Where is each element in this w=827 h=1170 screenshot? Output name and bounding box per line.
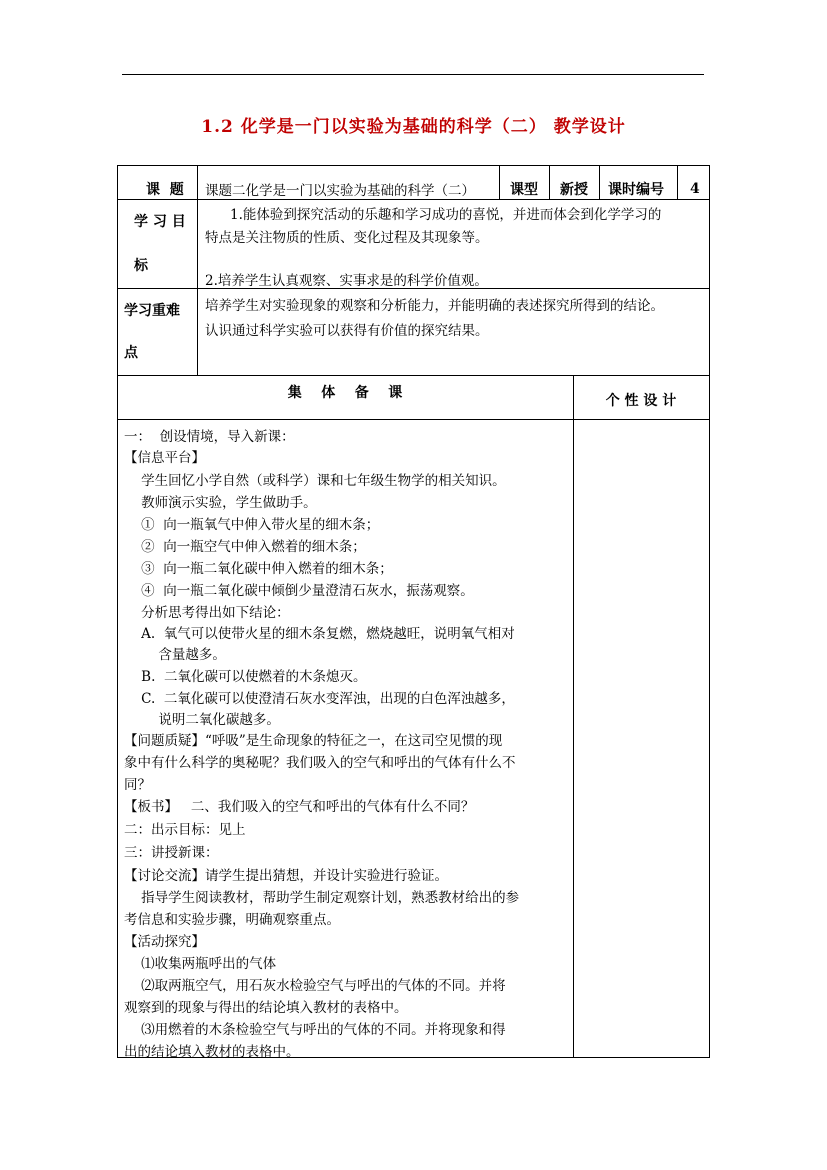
body-line: 含量越多。 bbox=[124, 647, 226, 663]
body-line: A. 氧气可以使带火星的细木条复燃，燃烧越旺，说明氧气相对 bbox=[124, 626, 515, 642]
body-line: 学生回忆小学自然（或科学）课和七年级生物学的相关知识。 bbox=[124, 473, 506, 489]
body-line: 二：出示目标：见上 bbox=[124, 822, 246, 838]
body-line: 【讨论交流】请学生提出猜想，并设计实验进行验证。 bbox=[124, 868, 448, 884]
body-line: ③ 向一瓶二氧化碳中伸入燃着的细木条； bbox=[124, 561, 393, 577]
body-line: ⑴收集两瓶呼出的气体 bbox=[124, 956, 277, 972]
body-line: 同？ bbox=[124, 777, 151, 793]
body-line: 【问题质疑】“呼吸”是生命现象的特征之一，在这司空见惯的现 bbox=[124, 733, 503, 749]
body-line: 教师演示实验，学生做助手。 bbox=[124, 495, 317, 511]
personal-design-header: 个 性 设 计 bbox=[605, 393, 677, 409]
body-line: ⑵取两瓶空气，用石灰水检验空气与呼出的气体的不同。并将 bbox=[124, 978, 506, 994]
goal-line-1: 1.能体验到探究活动的乐趣和学习成功的喜悦，并进而体会到化学学习的 bbox=[230, 207, 662, 223]
body-line: 一： 创设情境，导入新课： bbox=[124, 429, 295, 445]
goals-label bbox=[134, 211, 186, 275]
key-points-label-line1: 学习重难 bbox=[124, 303, 180, 319]
body-line: 【板书】 二、我们吸入的空气和呼出的气体有什么不同？ bbox=[124, 799, 475, 815]
page-title: 1.2 化学是一门以实验为基础的科学（二） 教学设计 bbox=[201, 117, 626, 137]
lesson-type-value: 新授 bbox=[560, 182, 588, 198]
body-line: 三：讲授新课： bbox=[124, 845, 219, 861]
body-line: C. 二氧化碳可以使澄清石灰水变浑浊，出现的白色浑浊越多， bbox=[124, 691, 515, 707]
period-number-value: 4 bbox=[690, 181, 700, 197]
body-line: 象中有什么科学的奥秘呢？我们吸入的空气和呼出的气体有什么不 bbox=[124, 755, 516, 771]
goals-label-line2: 标 bbox=[134, 258, 148, 274]
period-number-label: 课时编号 bbox=[608, 182, 664, 198]
lesson-type-label: 课型 bbox=[510, 182, 538, 198]
key-points-label bbox=[124, 300, 180, 362]
body-line: B. 二氧化碳可以使燃着的木条熄灭。 bbox=[124, 669, 367, 685]
header-rule bbox=[122, 74, 704, 75]
body-line: ① 向一瓶氧气中伸入带火星的细木条； bbox=[124, 517, 380, 533]
body-line: 观察到的现象与得出的结论填入教材的表格中。 bbox=[124, 1000, 408, 1016]
body-line: 指导学生阅读教材，帮助学生制定观察计划，熟悉教材给出的参 bbox=[124, 890, 520, 906]
body-line: 出的结论填入教材的表格中。 bbox=[124, 1044, 300, 1060]
body-line: 说明二氧化碳越多。 bbox=[124, 712, 280, 728]
topic-label: 课 题 bbox=[146, 182, 184, 198]
body-line: 【信息平台】 bbox=[124, 450, 205, 466]
body-line: ④ 向一瓶二氧化碳中倾倒少量澄清石灰水，振荡观察。 bbox=[124, 583, 474, 599]
body-line: 分析思考得出如下结论： bbox=[124, 605, 290, 621]
topic-value: 课题二化学是一门以实验为基础的科学（二） bbox=[205, 183, 475, 199]
key-points-label-line2: 点 bbox=[124, 345, 138, 361]
goal-line-3: 2.培养学生认真观察、实事求是的科学价值观。 bbox=[205, 273, 488, 289]
body-line: ② 向一瓶空气中伸入燃着的细木条； bbox=[124, 539, 366, 555]
body-line: 【活动探究】 bbox=[124, 934, 205, 950]
body-line: ⑶用燃着的木条检验空气与呼出的气体的不同。并将现象和得 bbox=[124, 1022, 506, 1038]
goals-label-line1: 学 习 目 bbox=[134, 214, 186, 230]
key-point-line-2: 认识通过科学实验可以获得有价值的探究结果。 bbox=[205, 323, 489, 339]
goal-line-2: 特点是关注物质的性质、变化过程及其现象等。 bbox=[205, 230, 489, 246]
body-line: 考信息和实验步骤，明确观察重点。 bbox=[124, 912, 340, 928]
collective-prep-header: 集 体 备 课 bbox=[287, 385, 403, 401]
key-point-line-1: 培养学生对实验现象的观察和分析能力，并能明确的表述探究所得到的结论。 bbox=[205, 298, 664, 314]
